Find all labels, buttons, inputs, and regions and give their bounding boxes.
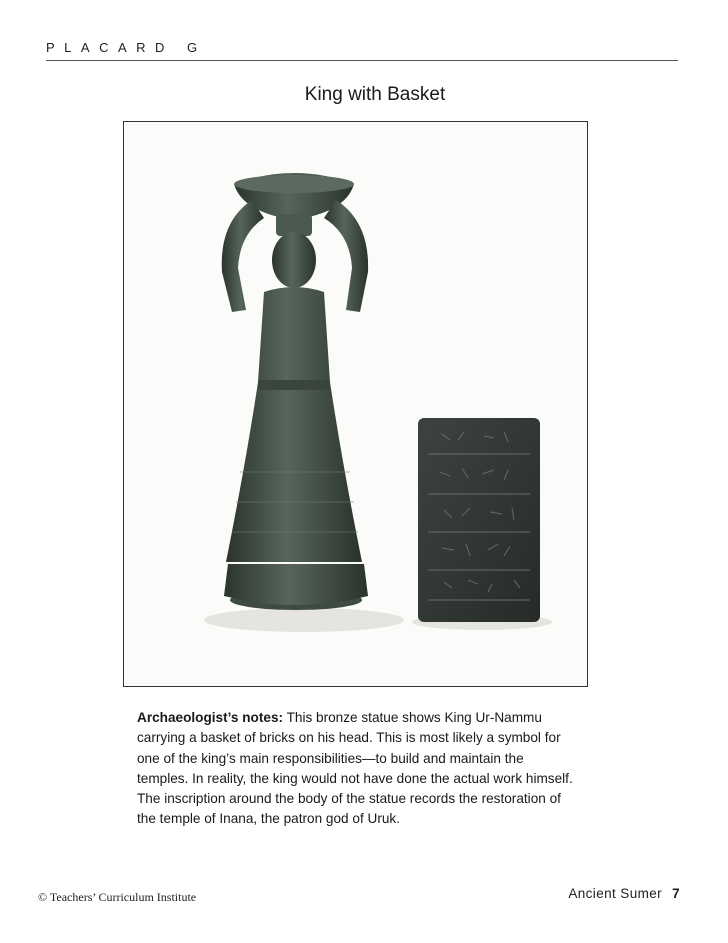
statue-illustration bbox=[124, 122, 587, 686]
copyright-footer: © Teachers’ Curriculum Institute bbox=[38, 890, 197, 904]
page-footer bbox=[568, 886, 680, 901]
statue-shadow bbox=[204, 608, 404, 632]
notes-text: This bronze statue shows King Ur-Nammu carrying a basket of bricks on his head. This is most likely a symbol for one of the king’s main responsibilities—to build and maintain the temples. In reality, the king would not have done the actual work himself. The inscription around the body of the statue records the restoration of the temple of Inana, the patron god of Uruk. bbox=[137, 710, 573, 827]
header-divider bbox=[46, 60, 678, 61]
page-title: King with Basket bbox=[304, 84, 446, 105]
notes-label: Archaeologist’s notes: bbox=[137, 710, 284, 725]
page-number: 7 bbox=[672, 886, 680, 901]
archaeologist-notes bbox=[137, 708, 577, 830]
book-title: Ancient Sumer bbox=[568, 886, 663, 901]
statue-photograph bbox=[123, 121, 588, 687]
bronze-statue-figure bbox=[222, 173, 368, 610]
placard-label: PLACARD G bbox=[46, 40, 207, 55]
inscribed-tablet bbox=[418, 418, 540, 622]
